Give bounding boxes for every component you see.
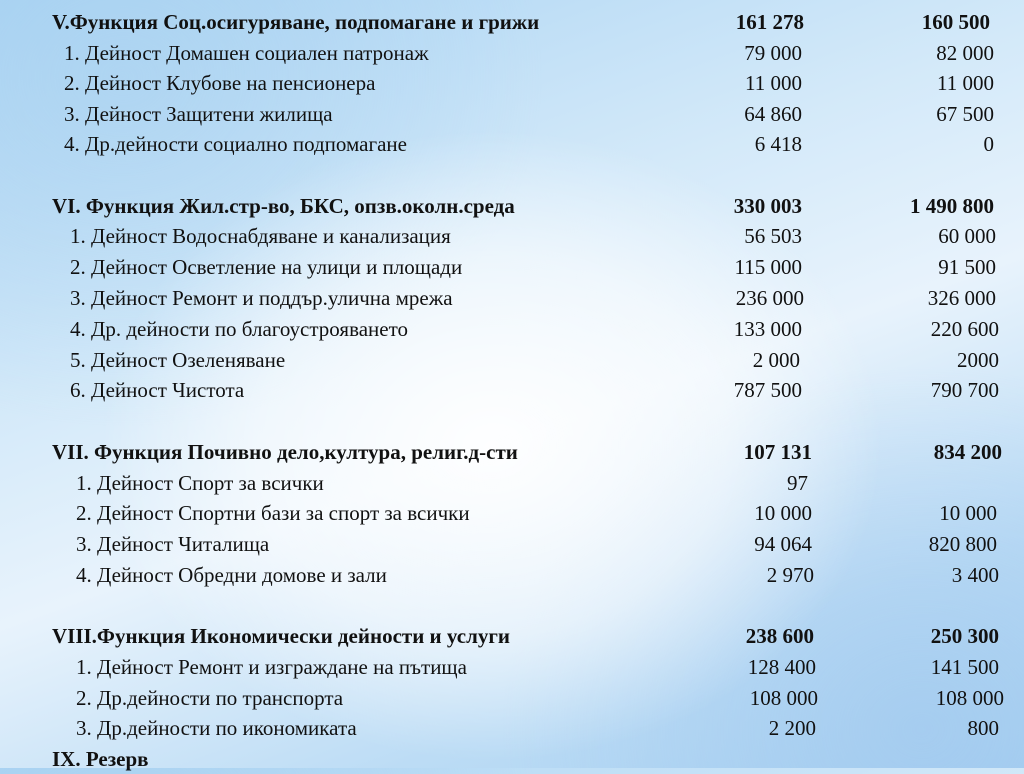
line-item bbox=[0, 68, 1024, 98]
value-col-2: 11 000 bbox=[937, 71, 994, 95]
value-col-2: 82 000 bbox=[936, 41, 994, 65]
section-header-ix bbox=[0, 744, 1024, 774]
item-label: 1. Дейност Водоснабдяване и канализация bbox=[70, 224, 451, 248]
value-col-1: 108 000 bbox=[749, 686, 818, 710]
value-col-1: 107 131 bbox=[743, 440, 812, 464]
line-item bbox=[0, 129, 1024, 159]
value-col-1: 2 200 bbox=[768, 716, 816, 740]
item-label: 2. Др.дейности по транспорта bbox=[76, 686, 344, 710]
section-header-vii bbox=[0, 437, 1024, 467]
item-label: 4. Дейност Обредни домове и зали bbox=[76, 563, 387, 587]
value-col-1: 6 418 bbox=[754, 132, 802, 156]
value-col-1: 2 970 bbox=[766, 563, 814, 587]
value-col-1: 97 bbox=[787, 471, 808, 495]
value-col-1: 11 000 bbox=[745, 71, 802, 95]
value-col-2: 1 490 800 bbox=[910, 194, 994, 218]
line-item bbox=[0, 252, 1024, 282]
section-header-viii bbox=[0, 621, 1024, 651]
value-col-1: 79 000 bbox=[744, 41, 802, 65]
line-item bbox=[0, 283, 1024, 313]
value-col-1: 64 860 bbox=[744, 102, 802, 126]
line-item bbox=[0, 498, 1024, 528]
item-label: 6. Дейност Чистота bbox=[70, 378, 245, 402]
item-label: 3. Дейност Читалища bbox=[76, 532, 270, 556]
section-header-vi bbox=[0, 191, 1024, 221]
value-col-2: 834 200 bbox=[933, 440, 1002, 464]
section-title: IX. Резерв bbox=[52, 747, 149, 771]
item-label: 3. Дейност Защитени жилища bbox=[64, 102, 333, 126]
section-title: VII. Функция Почивно дело,култура, религ.д-сти bbox=[52, 440, 518, 464]
value-col-1: 128 400 bbox=[747, 655, 816, 679]
value-col-1: 236 000 bbox=[735, 286, 804, 310]
value-col-2: 60 000 bbox=[938, 224, 996, 248]
item-label: 1. Дейност Домашен социален патронаж bbox=[64, 41, 429, 65]
line-item bbox=[0, 375, 1024, 405]
value-col-1: 787 500 bbox=[733, 378, 802, 402]
value-col-2: 2000 bbox=[957, 348, 999, 372]
value-col-2: 141 500 bbox=[930, 655, 999, 679]
value-col-1: 10 000 bbox=[754, 501, 812, 525]
item-label: 2. Дейност Клубове на пенсионера bbox=[64, 71, 376, 95]
value-col-2: 326 000 bbox=[927, 286, 996, 310]
value-col-2: 820 800 bbox=[928, 532, 997, 556]
value-col-2: 250 300 bbox=[930, 624, 999, 648]
value-col-1: 238 600 bbox=[745, 624, 814, 648]
section-title: V.Функция Соц.осигуряване, подпомагане и грижи bbox=[52, 10, 540, 34]
item-label: 5. Дейност Озеленяване bbox=[70, 348, 286, 372]
line-item bbox=[0, 468, 1024, 498]
item-label: 4. Др. дейности по благоустрояването bbox=[70, 317, 408, 341]
value-col-2: 91 500 bbox=[938, 255, 996, 279]
item-label: 1. Дейност Ремонт и изграждане на пътища bbox=[76, 655, 467, 679]
item-label: 1. Дейност Спорт за всички bbox=[76, 471, 324, 495]
line-item bbox=[0, 38, 1024, 68]
value-col-2: 0 bbox=[983, 132, 994, 156]
value-col-2: 108 000 bbox=[935, 686, 1004, 710]
value-col-1: 330 003 bbox=[733, 194, 802, 218]
value-col-2: 3 400 bbox=[951, 563, 999, 587]
item-label: 3. Др.дейности по икономиката bbox=[76, 716, 357, 740]
line-item bbox=[0, 652, 1024, 682]
line-item bbox=[0, 529, 1024, 559]
value-col-1: 56 503 bbox=[744, 224, 802, 248]
item-label: 2. Дейност Спортни бази за спорт за всички bbox=[76, 501, 470, 525]
section-header-v bbox=[0, 7, 1024, 37]
item-label: 4. Др.дейности социално подпомагане bbox=[64, 132, 407, 156]
value-col-1: 2 000 bbox=[752, 348, 800, 372]
line-item bbox=[0, 560, 1024, 590]
value-col-2: 800 bbox=[967, 716, 999, 740]
value-col-1: 133 000 bbox=[733, 317, 802, 341]
line-item bbox=[0, 99, 1024, 129]
value-col-1: 115 000 bbox=[734, 255, 802, 279]
line-item bbox=[0, 314, 1024, 344]
section-title: VIII.Функция Икономически дейности и услуги bbox=[52, 624, 511, 648]
value-col-1: 94 064 bbox=[754, 532, 812, 556]
value-col-2: 790 700 bbox=[930, 378, 999, 402]
line-item bbox=[0, 221, 1024, 251]
line-item bbox=[0, 683, 1024, 713]
line-item bbox=[0, 345, 1024, 375]
value-col-2: 220 600 bbox=[930, 317, 999, 341]
section-title: VI. Функция Жил.стр-во, БКС, опзв.околн.среда bbox=[52, 194, 515, 218]
value-col-2: 10 000 bbox=[939, 501, 997, 525]
item-label: 3. Дейност Ремонт и поддър.улична мрежа bbox=[70, 286, 453, 310]
item-label: 2. Дейност Осветление на улици и площади bbox=[70, 255, 463, 279]
line-item bbox=[0, 713, 1024, 743]
value-col-2: 160 500 bbox=[921, 10, 990, 34]
value-col-1: 161 278 bbox=[735, 10, 804, 34]
value-col-2: 67 500 bbox=[936, 102, 994, 126]
